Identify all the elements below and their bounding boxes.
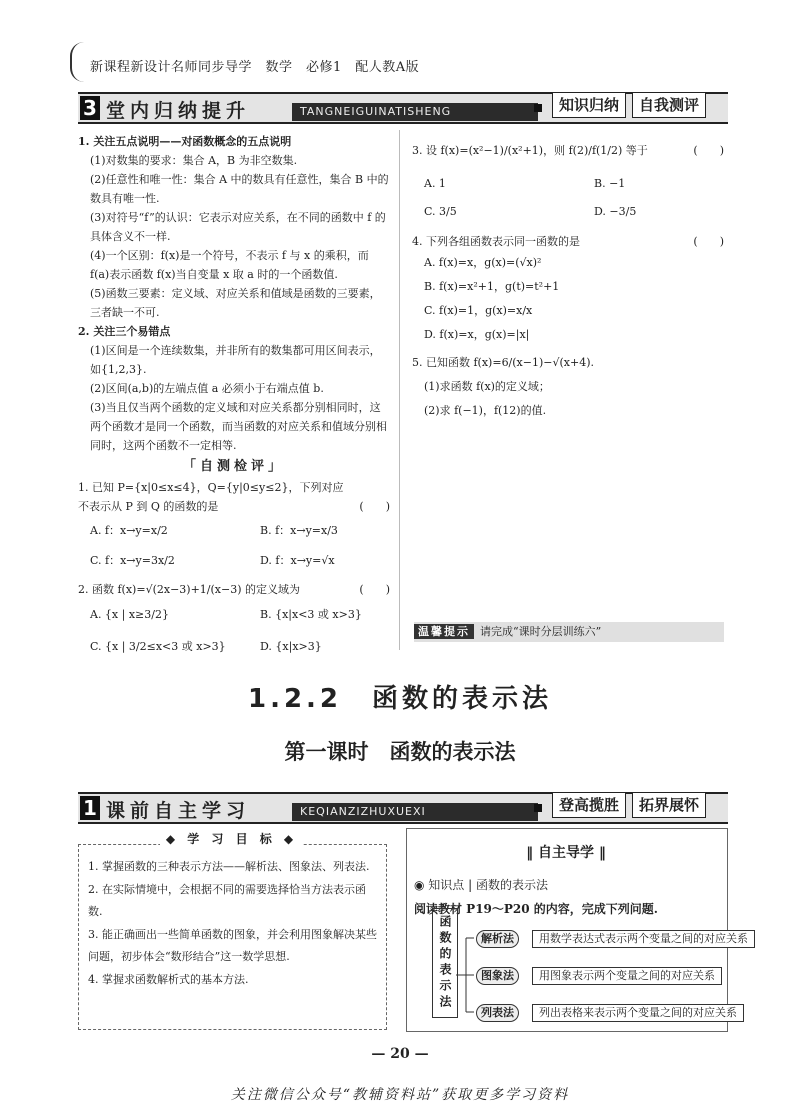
choice-c: C. f(x)=1，g(x)=x/x <box>424 304 533 317</box>
selftest-title: 「自测检评」 <box>182 459 285 474</box>
tag-expand: 拓界展怀 <box>632 792 706 818</box>
footer-note: 关注微信公众号“教辅资料站”获取更多学习资料 <box>230 1087 570 1103</box>
method-analytic-desc: 用数学表达式表示两个变量之间的对应关系 <box>532 930 755 948</box>
question-3-text: 3. 设 f(x)=(x²−1)/(x²+1)，则 f(2)/f(1/2) 等于 <box>412 144 648 157</box>
knowledge-point: ◉ 知识点 | 函数的表示法 <box>414 878 548 892</box>
answer-paren: ( ) <box>693 235 724 248</box>
method-table: 列表法 <box>476 1004 519 1022</box>
question-2-text: 2. 函数 f(x)=√(2x−3)+1/(x−3) 的定义域为 <box>78 583 300 596</box>
point-1: (1)对数集的要求：集合 A，B 为非空数集. <box>90 154 298 167</box>
question-2 <box>78 580 390 599</box>
heading-errors: 2. 关注三个易错点 <box>78 325 171 338</box>
choice-a: A. {x | x≥3/2} <box>90 608 169 621</box>
point-3: (3)对符号“f”的认识：它表示对应关系，在不同的函数中 f 的具体含义不一样. <box>90 211 386 243</box>
question-5-part-2: (2)求 f(−1)，f(12)的值. <box>424 404 547 417</box>
question-3 <box>412 138 724 164</box>
page-number: — 20 — <box>371 1046 429 1062</box>
question-5-part-1: (1)求函数 f(x)的定义域； <box>424 380 550 393</box>
question-2-choices-ab <box>78 599 390 631</box>
section-title: 1.2.2 函数的表示法 <box>247 684 553 714</box>
bar-square <box>534 804 542 812</box>
choice-b: B. {x|x<3 或 x>3} <box>260 608 362 621</box>
question-4-text: 4. 下列各组函数表示同一函数的是 <box>412 235 580 248</box>
method-connector <box>456 930 476 1020</box>
point-5: (5)函数三要素：定义域、对应关系和值域是函数的三要素，三者缺一不可. <box>90 287 381 319</box>
error-2: (2)区间(a,b)的左端点值 a 必须小于右端点值 b. <box>90 382 324 395</box>
answer-paren: ( ) <box>693 144 724 157</box>
point-4: (4)一个区别：f(x)是一个符号，不表示 f 与 x 的乘积，而 f(a)表示函数 f(x)当自变量 x 取 a 时的一个函数值. <box>90 249 369 281</box>
tag-knowledge: 知识归纳 <box>552 92 626 118</box>
header-bracket <box>70 42 84 82</box>
objective-2: 2. 在实际情境中，会根据不同的需要选择恰当方法表示函数. <box>88 882 366 918</box>
tag-climb: 登高揽胜 <box>552 792 626 818</box>
objectives-list <box>88 856 378 991</box>
objective-1: 1. 掌握函数的三种表示方法——解析法、图象法、列表法. <box>88 860 370 873</box>
tip-label: 温馨提示 <box>414 624 474 639</box>
question-2-choices-cd <box>78 631 390 663</box>
choice-c: C. 3/5 <box>424 205 457 218</box>
question-3-choices-cd <box>412 198 724 226</box>
question-1-text: 1. 已知 P={x|0≤x≤4}，Q={y|0≤y≤2}，下列对应不表示从 P 到 Q 的函数的是 <box>78 481 344 513</box>
bar-title: 课前自主学习 <box>106 800 251 822</box>
objectives-title <box>78 830 385 847</box>
question-5: 5. 已知函数 f(x)=6/(x−1)−√(x+4). <box>412 356 594 369</box>
right-column <box>412 138 724 423</box>
question-1 <box>78 478 390 516</box>
choice-a: A. f(x)=x，g(x)=(√x)² <box>424 256 542 269</box>
choice-b: B. −1 <box>594 177 626 190</box>
reading-instruction: 阅读教材 P19～P20 的内容，完成下列问题. <box>414 902 658 916</box>
objectives-title-text: ◆ 学 习 目 标 ◆ <box>160 832 303 846</box>
heading-five-points: 1. 关注五点说明——对函数概念的五点说明 <box>78 135 292 148</box>
objective-3: 3. 能正确画出一些简单函数的图象，并会利用图象解决某些问题，初步体会“数形结合”这一数学思想. <box>88 927 377 963</box>
choice-c: C. f：x→y=3x/2 <box>90 554 175 567</box>
choice-d: D. −3/5 <box>594 205 637 218</box>
choice-b: B. f(x)=x²+1，g(t)=t²+1 <box>424 280 560 293</box>
method-table-desc: 列出表格来表示两个变量之间的对应关系 <box>532 1004 744 1022</box>
error-1: (1)区间是一个连续数集，并非所有的数集都可用区间表示，如{1,2,3}. <box>90 344 381 376</box>
bar-pinyin: KEQIANZIZHUXUEXI <box>292 803 538 821</box>
answer-paren: ( ) <box>359 583 390 596</box>
method-analytic: 解析法 <box>476 930 519 948</box>
column-divider <box>399 130 400 650</box>
error-3: (3)当且仅当两个函数的定义域和对应关系都分别相同时，这两个函数才是同一个函数，而当函数的对应关系和值域分别相同时，这两个函数不一定相等. <box>90 401 387 452</box>
choice-c: C. {x | 3/2≤x<3 或 x>3} <box>90 640 226 653</box>
choice-d: D. {x|x>3} <box>260 640 322 653</box>
question-1-choices-cd <box>78 546 390 576</box>
choice-d: D. f：x→y=√x <box>260 554 335 567</box>
choice-b: B. f：x→y=x/3 <box>260 524 338 537</box>
section-subtitle: 第一课时 函数的表示法 <box>284 740 516 764</box>
book-header: 新课程新设计名师同步导学 数学 必修1 配人教A版 <box>90 60 420 75</box>
left-column <box>78 132 390 663</box>
question-4 <box>412 232 724 251</box>
bar-number: 3 <box>80 96 100 120</box>
choice-d: D. f(x)=x，g(x)=|x| <box>424 328 530 341</box>
objective-4: 4. 掌握求函数解析式的基本方法. <box>88 972 249 986</box>
tag-selftest: 自我测评 <box>632 92 706 118</box>
bar-title: 堂内归纳提升 <box>106 100 251 122</box>
tip-text: 请完成“课时分层训练六” <box>480 625 602 638</box>
bar-pinyin: TANGNEIGUINATISHENG <box>292 103 538 121</box>
question-1-choices-ab <box>78 516 390 546</box>
answer-paren: ( ) <box>359 500 390 513</box>
question-3-choices-ab <box>412 170 724 198</box>
methods-label: 函数的表示法 <box>432 908 458 1018</box>
point-2: (2)任意性和唯一性：集合 A 中的数具有任意性，集合 B 中的数具有唯一性. <box>90 173 389 205</box>
tip-bar <box>414 622 724 642</box>
method-graph-desc: 用图象表示两个变量之间的对应关系 <box>532 967 722 985</box>
bar-square <box>534 104 542 112</box>
guide-title: ‖ 自主导学 ‖ <box>526 845 606 861</box>
choice-a: A. f：x→y=x/2 <box>90 524 168 537</box>
choice-a: A. 1 <box>424 177 446 190</box>
method-graph: 图象法 <box>476 967 519 985</box>
bar-number: 1 <box>80 796 100 820</box>
